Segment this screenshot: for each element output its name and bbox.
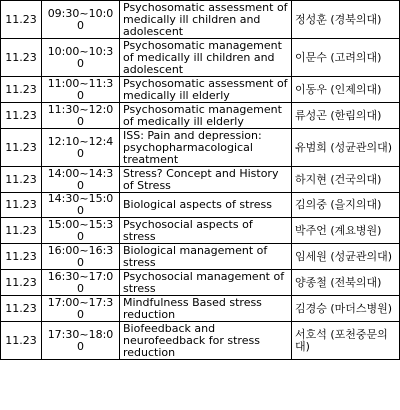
table-row (1, 218, 400, 244)
time-cell: 09:30~10:00 (42, 1, 120, 39)
topic-cell: Psychosomatic assessment of medically ill children and adolescent (120, 1, 292, 39)
table-row (1, 167, 400, 193)
topic-cell: Stress? Concept and History of Stress (120, 167, 292, 193)
speaker-cell: 임세원 (성균관의대) (292, 244, 400, 270)
topic-cell: Psychosomatic assessment of medically ill elderly (120, 77, 292, 103)
date-cell: 11.23 (1, 167, 42, 193)
table-row (1, 322, 400, 360)
speaker-cell: 김경승 (마더스병원) (292, 296, 400, 322)
table-row (1, 129, 400, 167)
time-cell: 10:00~10:30 (42, 39, 120, 77)
date-cell: 11.23 (1, 296, 42, 322)
speaker-cell: 양종철 (전북의대) (292, 270, 400, 296)
time-cell: 17:30~18:00 (42, 322, 120, 360)
table-row (1, 296, 400, 322)
date-cell: 11.23 (1, 77, 42, 103)
time-cell: 14:30~15:00 (42, 193, 120, 218)
date-cell: 11.23 (1, 39, 42, 77)
table-row (1, 1, 400, 39)
topic-cell: ISS: Pain and depression: psychopharmacological treatment (120, 129, 292, 167)
speaker-cell: 이동우 (인제의대) (292, 77, 400, 103)
time-cell: 17:00~17:30 (42, 296, 120, 322)
speaker-cell: 하지현 (건국의대) (292, 167, 400, 193)
date-cell: 11.23 (1, 1, 42, 39)
speaker-cell: 김의중 (을지의대) (292, 193, 400, 218)
time-cell: 16:30~17:00 (42, 270, 120, 296)
speaker-cell: 정성훈 (경북의대) (292, 1, 400, 39)
date-cell: 11.23 (1, 322, 42, 360)
table-row (1, 77, 400, 103)
table-row (1, 270, 400, 296)
topic-cell: Biological management of stress (120, 244, 292, 270)
speaker-cell: 류성곤 (한림의대) (292, 103, 400, 129)
speaker-cell: 유범희 (성균관의대) (292, 129, 400, 167)
date-cell: 11.23 (1, 129, 42, 167)
time-cell: 12:10~12:40 (42, 129, 120, 167)
speaker-cell: 서호석 (포천중문의대) (292, 322, 400, 360)
date-cell: 11.23 (1, 103, 42, 129)
topic-cell: Psychosocial management of stress (120, 270, 292, 296)
date-cell: 11.23 (1, 218, 42, 244)
table-row (1, 244, 400, 270)
time-cell: 11:30~12:00 (42, 103, 120, 129)
topic-cell: Psychosomatic management of medically ill children and adolescent (120, 39, 292, 77)
table-row (1, 39, 400, 77)
time-cell: 14:00~14:30 (42, 167, 120, 193)
date-cell: 11.23 (1, 193, 42, 218)
table-row (1, 193, 400, 218)
date-cell: 11.23 (1, 270, 42, 296)
speaker-cell: 박주언 (계요병원) (292, 218, 400, 244)
topic-cell: Psychosomatic management of medically ill elderly (120, 103, 292, 129)
date-cell: 11.23 (1, 244, 42, 270)
time-cell: 15:00~15:30 (42, 218, 120, 244)
topic-cell: Biofeedback and neurofeedback for stress reduction (120, 322, 292, 360)
table-row (1, 103, 400, 129)
time-cell: 16:00~16:30 (42, 244, 120, 270)
topic-cell: Psychosocial aspects of stress (120, 218, 292, 244)
topic-cell: Mindfulness Based stress reduction (120, 296, 292, 322)
speaker-cell: 이문수 (고려의대) (292, 39, 400, 77)
topic-cell: Biological aspects of stress (120, 193, 292, 218)
time-cell: 11:00~11:30 (42, 77, 120, 103)
